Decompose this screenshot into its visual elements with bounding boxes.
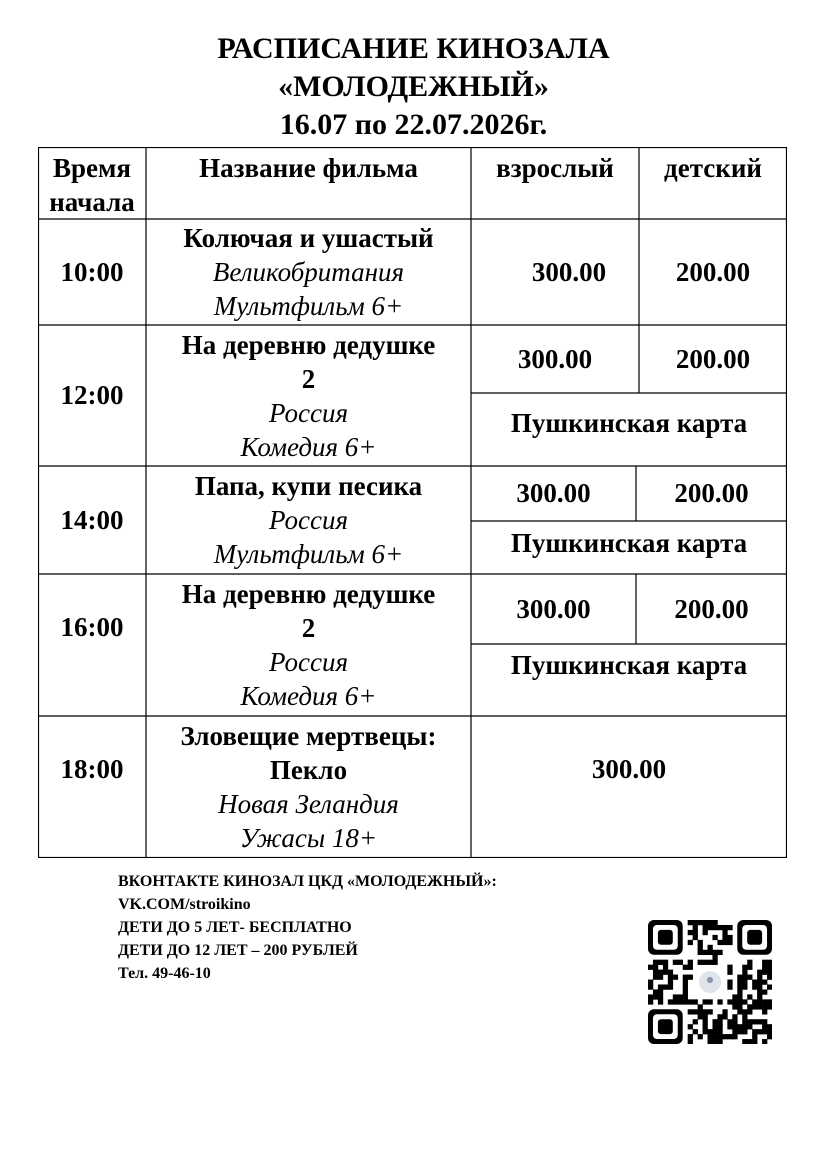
row-1-film-name: Колючая и ушастый: [183, 223, 434, 253]
header-adult: взрослый: [496, 153, 614, 183]
header-child: детский: [664, 153, 762, 183]
row-5-price: 300.00: [591, 754, 667, 784]
title-line-3: 16.07 по 22.07.2026г.: [279, 108, 548, 141]
row-3-film-country: Россия: [268, 505, 349, 535]
row-1-child-price: 200.00: [675, 256, 751, 287]
row-4-pushkin-card: Пушкинская карта: [510, 649, 748, 680]
footer-child-price-note: ДЕТИ ДО 12 ЛЕТ – 200 РУБЛЕЙ: [118, 942, 358, 959]
footer-vk-link[interactable]: VK.COM/stroikino: [118, 896, 251, 913]
row-2-pushkin-card: Пушкинская карта: [510, 407, 748, 438]
row-1-adult-price: 300.00: [531, 256, 607, 287]
row-2-film-name-2: 2: [301, 363, 316, 394]
row-3-time: 14:00: [60, 504, 124, 535]
row-4-film-name-2: 2: [301, 613, 316, 643]
row-5-film-name-2: Пекло: [269, 755, 348, 785]
qr-code-icon: [648, 920, 772, 1044]
row-3-adult-price: 300.00: [516, 478, 591, 508]
footer-info: [118, 870, 497, 985]
title-line-1: РАСПИСАНИЕ КИНОЗАЛА: [217, 32, 610, 65]
row-4-film-country: Россия: [268, 647, 349, 677]
row-3-child-price: 200.00: [674, 478, 749, 508]
row-4-film-genre: Комедия 6+: [240, 681, 377, 711]
row-1-film-country: Великобритания: [212, 257, 405, 287]
footer-free-note: ДЕТИ ДО 5 ЛЕТ- БЕСПЛАТНО: [118, 919, 352, 936]
row-5-film-country: Новая Зеландия: [218, 789, 399, 819]
row-5-time: 18:00: [60, 754, 124, 784]
row-5-film-genre: Ужасы 18+: [239, 823, 378, 853]
row-2-adult-price: 300.00: [517, 343, 593, 374]
row-2-film: [146, 325, 471, 466]
row-4-film: [146, 574, 471, 716]
row-4-adult-price: 300.00: [516, 593, 591, 624]
header-time: [38, 147, 146, 219]
row-3-film: [146, 466, 471, 574]
row-2-time: 12:00: [60, 380, 124, 410]
footer-phone: Тел. 49-46-10: [118, 965, 211, 982]
row-2-film-country: Россия: [268, 397, 349, 428]
header-film: Название фильма: [199, 153, 418, 183]
row-5-film: [146, 716, 471, 858]
row-5-film-name: Зловещие мертвецы:: [180, 721, 437, 751]
row-3-film-genre: Мультфильм 6+: [213, 539, 404, 569]
row-2-film-genre: Комедия 6+: [240, 431, 377, 462]
page-title: [0, 30, 827, 144]
row-4-child-price: 200.00: [674, 593, 749, 624]
footer-vk-title: ВКОНТАКТЕ КИНОЗАЛ ЦКД «МОЛОДЕЖНЫЙ»:: [118, 873, 497, 890]
qr-code-graphic: [648, 920, 772, 1044]
row-1-film-genre: Мультфильм 6+: [213, 291, 404, 321]
header-time-line2: начала: [49, 187, 135, 217]
header-time-line1: Время: [52, 153, 131, 183]
row-4-film-name: На деревню дедушке: [181, 579, 436, 609]
schedule-table: [38, 147, 787, 858]
row-2-child-price: 200.00: [675, 343, 751, 374]
row-1-film: [146, 219, 471, 325]
row-1-time: 10:00: [60, 256, 124, 287]
row-4-time: 16:00: [60, 612, 124, 642]
row-2-film-name: На деревню дедушке: [181, 329, 436, 360]
row-3-pushkin-card: Пушкинская карта: [510, 527, 748, 558]
title-line-2: «МОЛОДЕЖНЫЙ»: [278, 70, 549, 103]
row-3-film-name: Папа, купи песика: [194, 471, 423, 501]
